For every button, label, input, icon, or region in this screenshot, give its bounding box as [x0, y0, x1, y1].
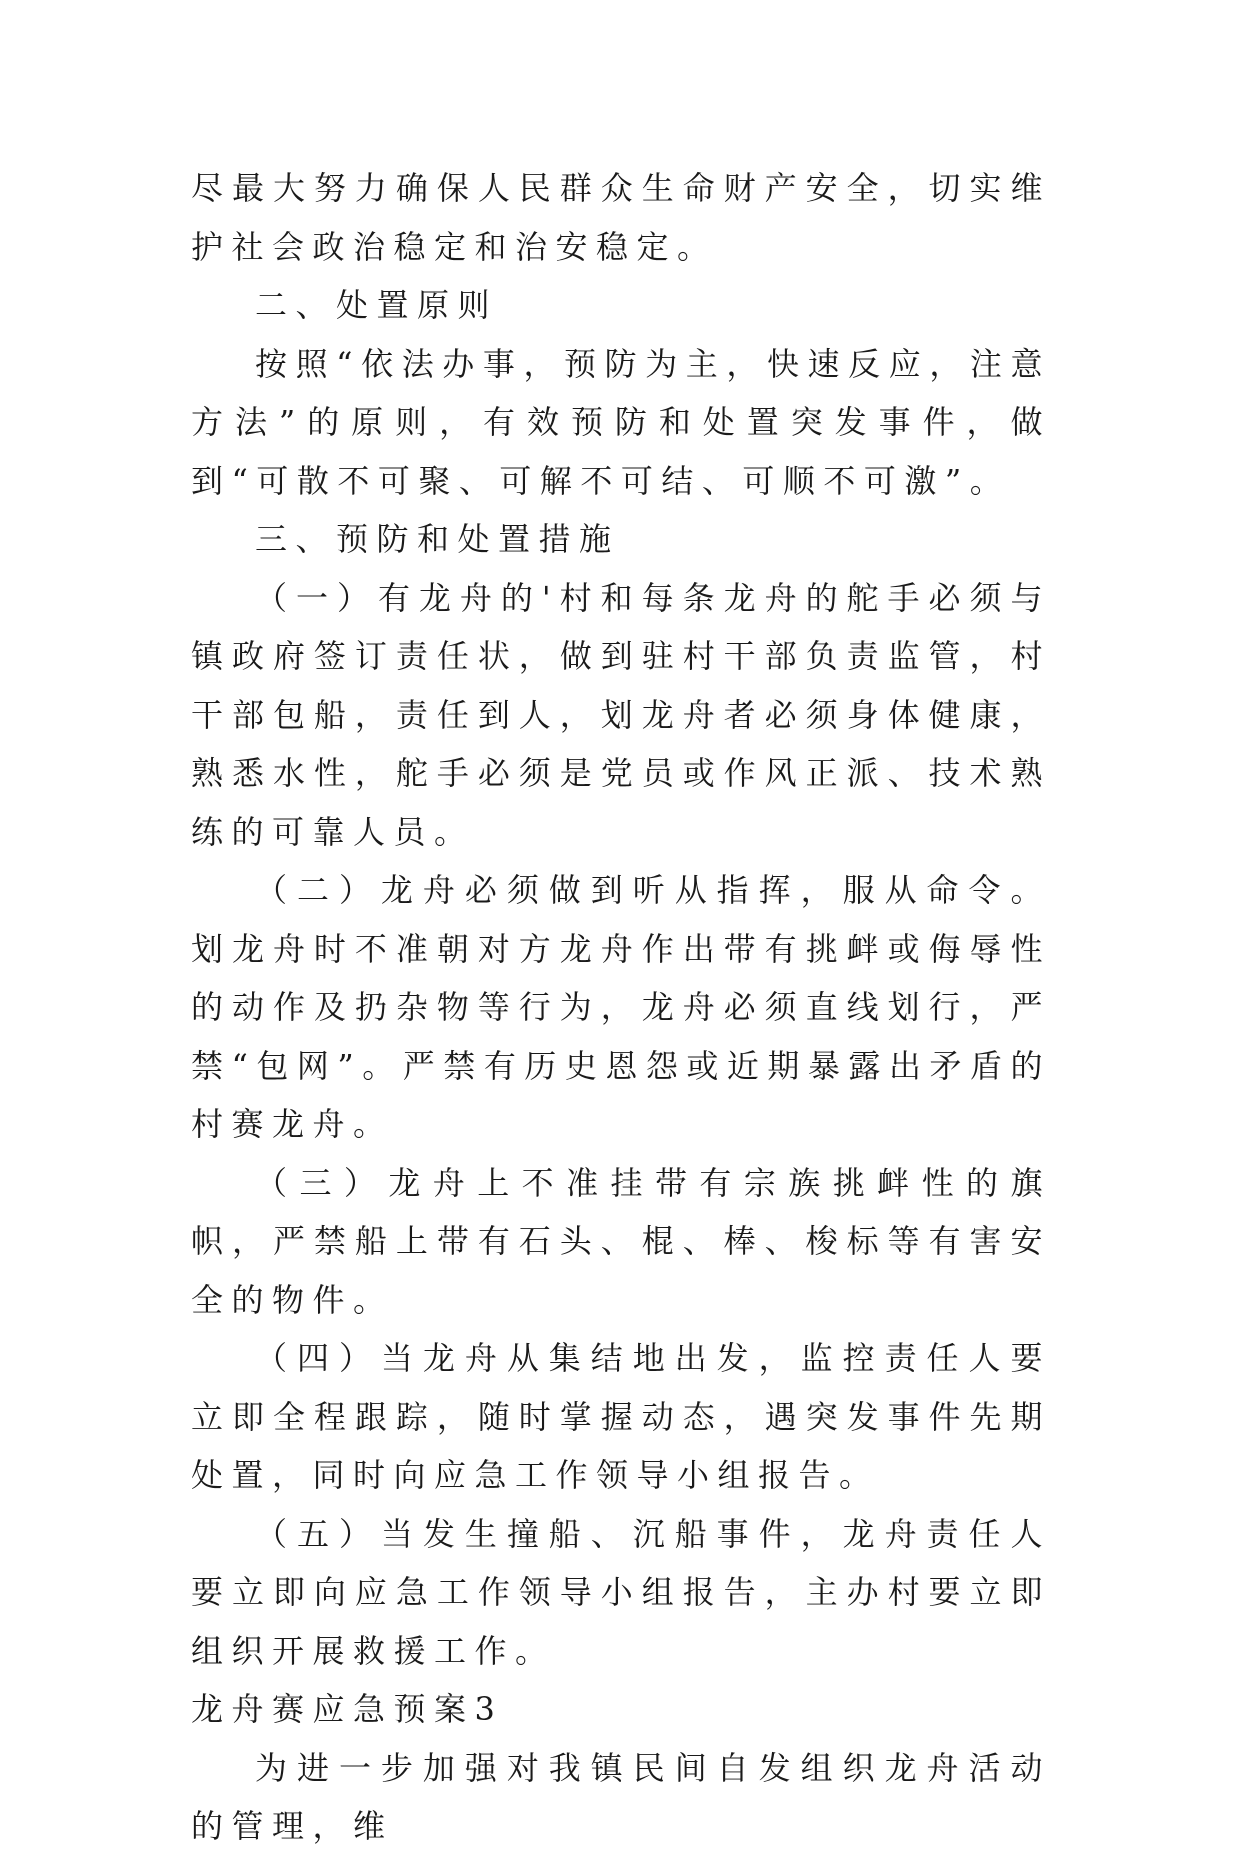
paragraph-measure-1: （一）有龙舟的'村和每条龙舟的舵手必须与镇政府签订责任状，做到驻村干部负责监管，村干部包船，责任到人，划龙舟者必须身体健康，熟悉水性，舵手必须是党员或作风正派、技术熟练的可靠人员。 — [191, 578, 1051, 851]
paragraph-principles: 按照“依法办事，预防为主，快速反应，注意方法”的原则，有效预防和处置突发事件，做到“可散不可聚、可解不可结、可顺不可激”。 — [191, 344, 1051, 500]
paragraph-measure-4: （四）当龙舟从集结地出发，监控责任人要立即全程跟踪，随时掌握动态，遇突发事件先期处置，同时向应急工作领导小组报告。 — [191, 1339, 1051, 1494]
paragraph-intro: 为进一步加强对我镇民间自发组织龙舟活动的管理，维 — [191, 1748, 1051, 1845]
paragraph-measure-2: （二）龙舟必须做到听从指挥，服从命令。划龙舟时不准朝对方龙舟作出带有挑衅或侮辱性的动作及扔杂物等行为，龙舟必须直线划行，严禁“包网”。严禁有历史恩怨或近期暴露出矛盾的村赛龙舟。 — [191, 871, 1051, 1143]
paragraph-measure-3: （三）龙舟上不准挂带有宗族挑衅性的旗帜，严禁船上带有石头、棍、棒、梭标等有害安全的物件。 — [191, 1163, 1051, 1319]
section-heading-principles: 二、处置原则 — [255, 286, 499, 324]
document-body — [191, 159, 1051, 1856]
section-heading-measures: 三、预防和处置措施 — [255, 520, 620, 558]
paragraph-measure-5: （五）当发生撞船、沉船事件，龙舟责任人要立即向应急工作领导小组报告，主办村要立即组织开展救援工作。 — [191, 1514, 1051, 1670]
document-section-title: 龙舟赛应急预案3 — [191, 1690, 504, 1728]
paragraph-safety-goal: 尽最大努力确保人民群众生命财产安全，切实维护社会政治稳定和治安稳定。 — [191, 169, 1051, 266]
